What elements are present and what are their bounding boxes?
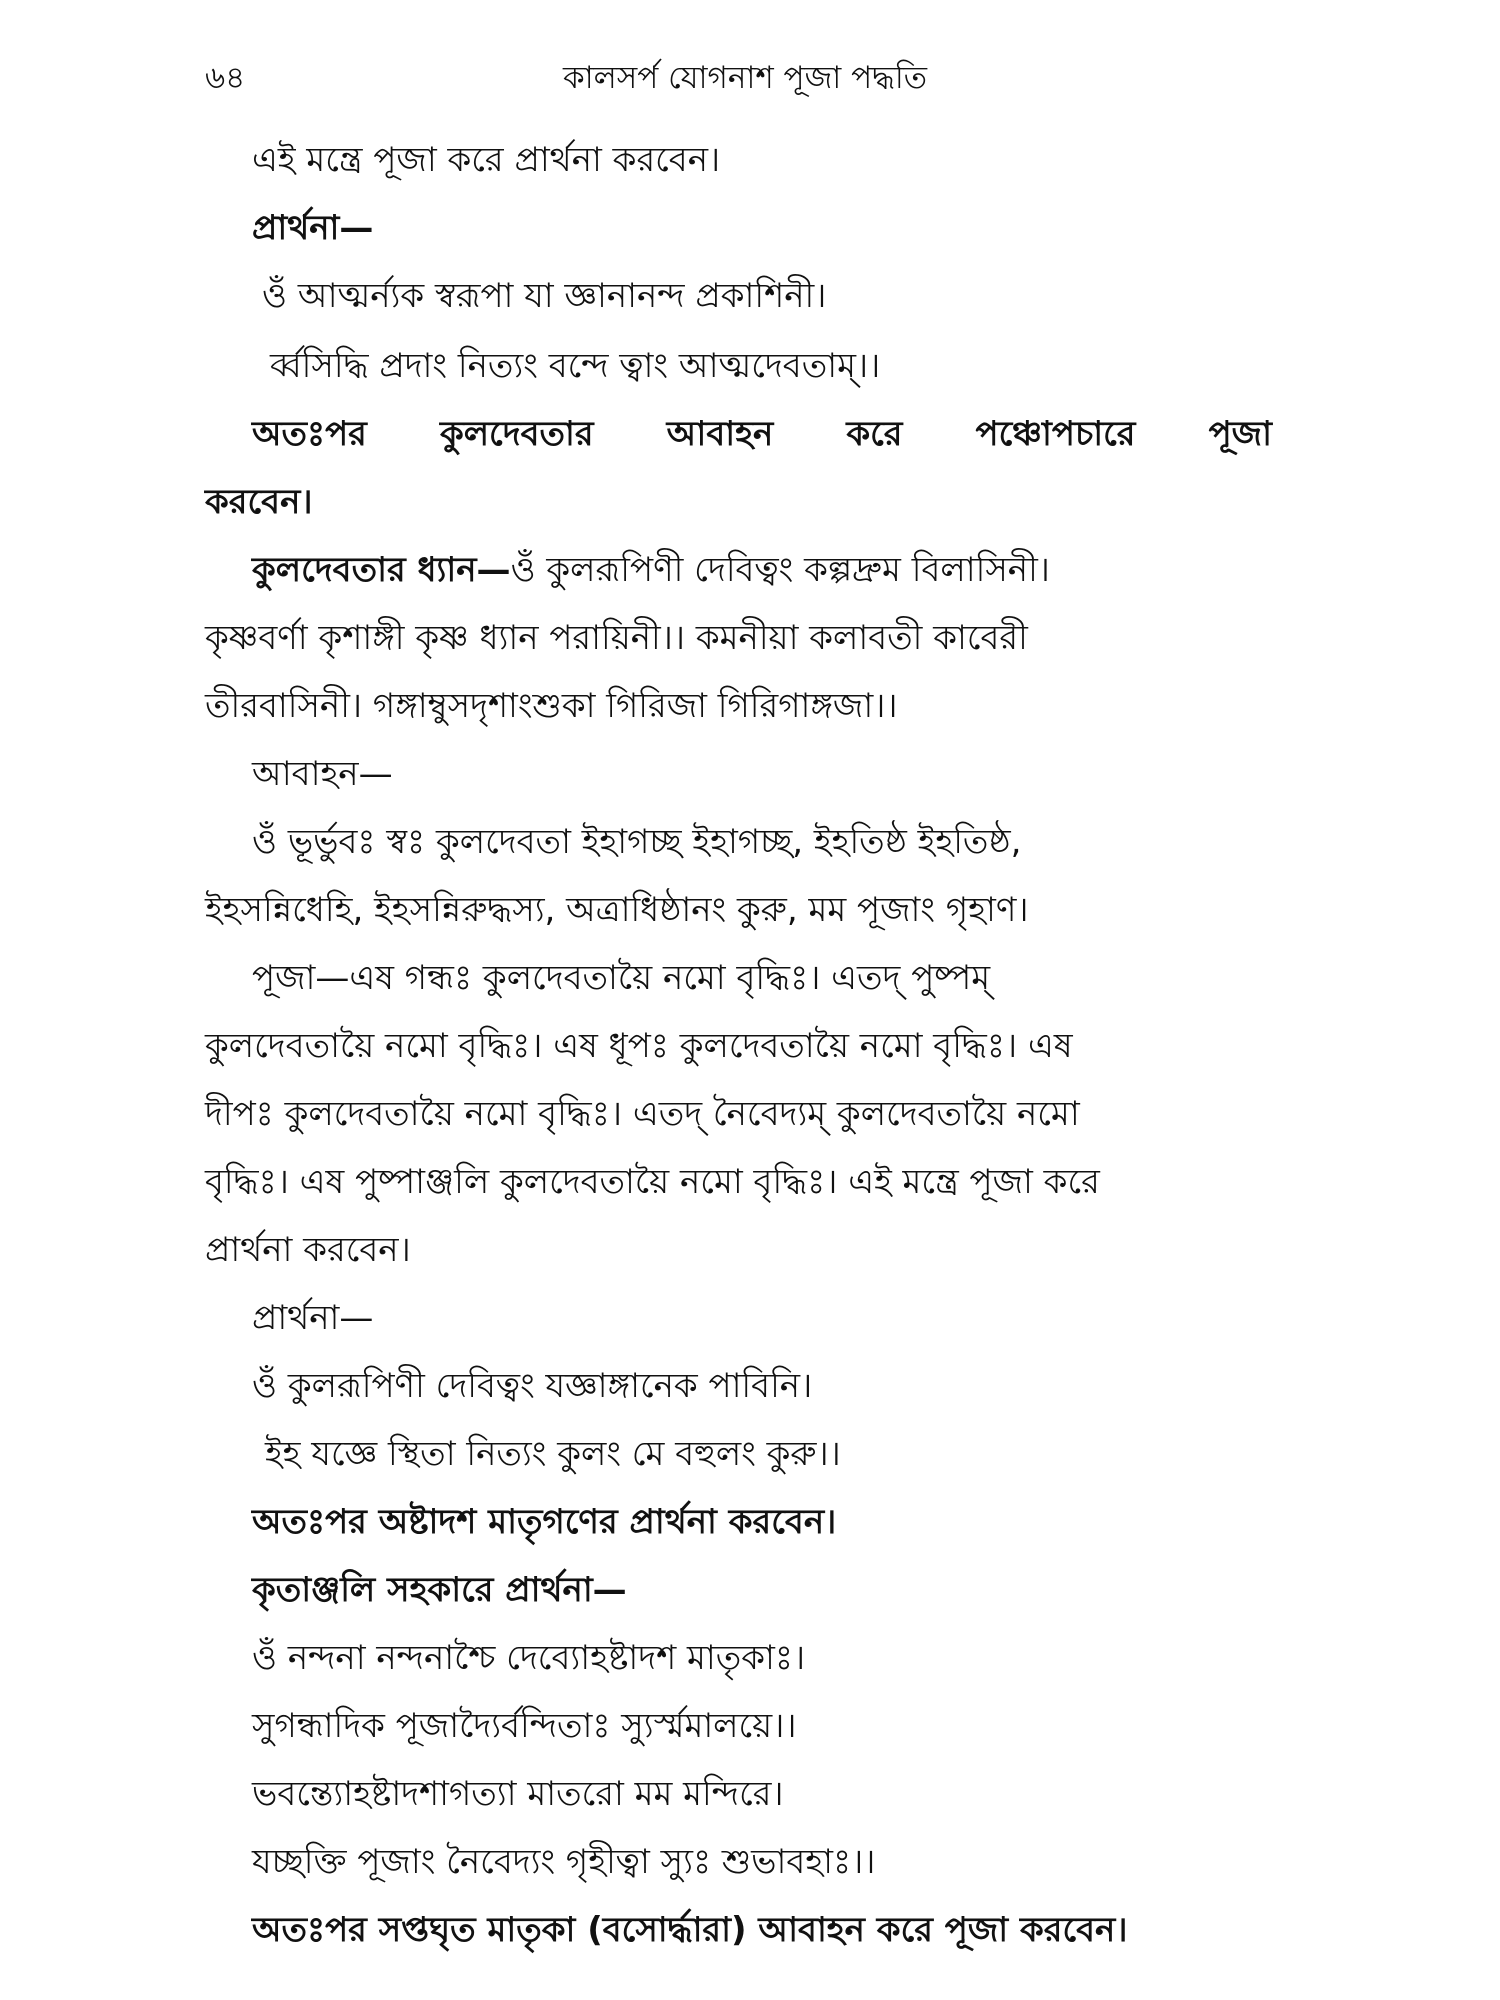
dhyan-line: [252, 548, 1050, 592]
verse-line: ওঁ কুলরূপিণী দেবিত্বং যজ্ঞাঙ্গানেক পাবিনি।: [252, 1366, 813, 1406]
text-line: তীরবাসিনী। গঙ্গাম্বুসদৃশাংশুকা গিরিজা গিরিগাঙ্গজা।।: [205, 686, 898, 726]
section-heading: কৃতাঞ্জলি সহকারে প্রার্থনা—: [252, 1570, 627, 1610]
verse-line: ইহ যজ্ঞে স্থিতা নিত্যং কুলং মে বহুলং কুরু।।: [265, 1434, 841, 1474]
page-number: ৬৪: [205, 60, 246, 96]
text-line: কুলদেবতায়ৈ নমো বৃদ্ধিঃ। এষ ধূপঃ কুলদেবতায়ৈ নমো বৃদ্ধিঃ। এষ: [205, 1026, 1073, 1066]
verse-line: র্ব্বসিদ্ধি প্রদাং নিত্যং বন্দে ত্বাং আত্মদেবতাম্।।: [270, 346, 881, 386]
justified-line: [252, 412, 1272, 456]
text-line: প্রার্থনা করবেন।: [205, 1230, 411, 1270]
running-title: কালসর্প যোগনাশ পূজা পদ্ধতি: [562, 60, 928, 96]
verse-line: সুগন্ধাদিক পূজাদ্যৈর্বন্দিতাঃ স্যুর্স্মমালয়ে।।: [252, 1706, 797, 1746]
text-line: ওঁ ভূর্ভুবঃ স্বঃ কুলদেবতা ইহাগচ্ছ ইহাগচ্ছ, ইহতিষ্ঠ ইহতিষ্ঠ,: [252, 822, 1022, 862]
verse-line: ওঁ আত্মর্ন্যক স্বরূপা যা জ্ঞানানন্দ প্রকাশিনী।: [262, 276, 827, 316]
word: করে: [846, 414, 903, 454]
word: অতঃপর: [252, 414, 367, 454]
verse-line: যচ্ছক্তি পূজাং নৈবেদ্যং গৃহীত্বা স্যুঃ শুভাবহাঃ।।: [252, 1842, 876, 1882]
dhyan-heading: কুলদেবতার ধ্যান—: [252, 550, 511, 590]
word: পঞ্চোপচারে: [975, 414, 1136, 454]
verse-line: ভবন্ত্যোহষ্টাদশাগত্যা মাতরো মম মন্দিরে।: [252, 1774, 784, 1814]
section-heading: প্রার্থনা—: [252, 208, 374, 248]
page-header: [205, 48, 1285, 108]
verse-line: ওঁ নন্দনা নন্দনাশ্চৈ দেব্যোহষ্টাদশ মাতৃকাঃ।: [252, 1638, 806, 1678]
text-line: পূজা—এষ গন্ধঃ কুলদেবতায়ৈ নমো বৃদ্ধিঃ। এতদ্ পুষ্পম্: [252, 958, 991, 998]
section-heading: আবাহন—: [252, 754, 393, 794]
section-heading: প্রার্থনা—: [252, 1298, 374, 1338]
word: পূজা: [1208, 414, 1272, 454]
text-line: করবেন।: [205, 482, 313, 522]
text-line: কৃষ্ণবর্ণা কৃশাঙ্গী কৃষ্ণ ধ্যান পরায়িনী।। কমনীয়া কলাবতী কাবেরী: [205, 618, 1028, 658]
text-line: ইহসন্নিধেহি, ইহসন্নিরুদ্ধস্য, অত্রাধিষ্ঠানং কুরু, মম পূজাং গৃহাণ।: [205, 890, 1029, 930]
text-line: বৃদ্ধিঃ। এষ পুষ্পাঞ্জলি কুলদেবতায়ৈ নমো বৃদ্ধিঃ। এই মন্ত্রে পূজা করে: [205, 1162, 1100, 1202]
word: কুলদেবতার: [439, 414, 594, 454]
text-line: অতঃপর সপ্তঘৃত মাতৃকা (বসোর্দ্ধারা) আবাহন করে পূজা করবেন।: [252, 1910, 1128, 1950]
word: আবাহন: [666, 414, 774, 454]
text-line: দীপঃ কুলদেবতায়ৈ নমো বৃদ্ধিঃ। এতদ্ নৈবেদ্যম্ কুলদেবতায়ৈ নমো: [205, 1094, 1080, 1134]
text-line: এই মন্ত্রে পূজা করে প্রার্থনা করবেন।: [252, 140, 721, 180]
text-line: অতঃপর অষ্টাদশ মাতৃগণের প্রার্থনা করবেন।: [252, 1502, 837, 1542]
dhyan-text: ওঁ কুলরূপিণী দেবিত্বং কল্পদ্রুম বিলাসিনী।: [510, 550, 1050, 590]
